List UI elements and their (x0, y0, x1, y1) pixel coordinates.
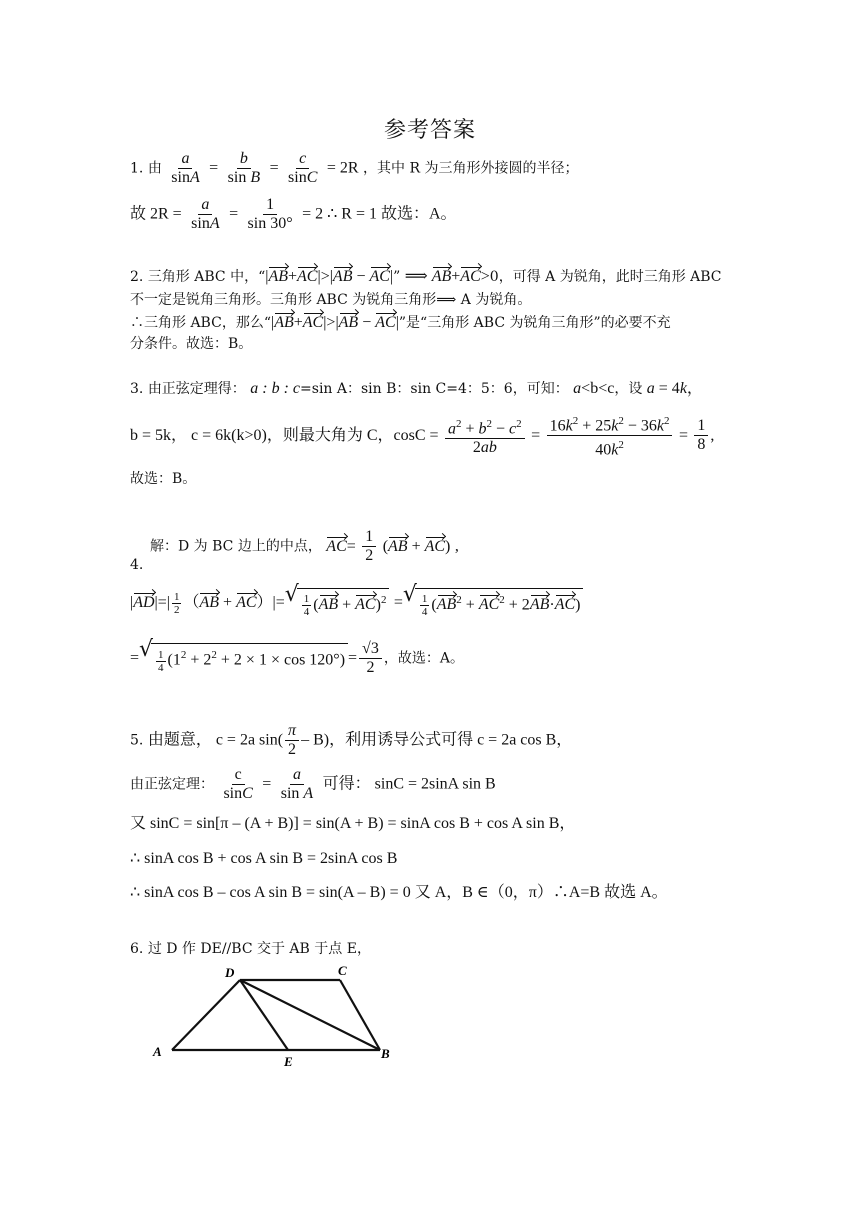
q1-number: 1. (130, 160, 144, 177)
q2-line2: 不一定是锐角三角形。三角形 ABC 为锐角三角形⟹ A 为锐角。 (130, 292, 532, 308)
q6-line1: 6. 过 D 作 DE//BC 交于 AB 于点 E， (130, 941, 371, 957)
q5-line1: 5. 由题意， c = 2a sin( $\frac{\pi}{2}$ – B)，利用诱导公式可得 c = 2a cos B， (130, 722, 573, 758)
q3-line1: 3. 由正弦定理得： a : b : c=sin A：sin B：sin C=4：5：6，可知： a<b<c，设 a = 4k， (130, 380, 703, 397)
trapezoid-figure (145, 960, 405, 1072)
q3-line2: b = 5k， c = 6k(k>0)，则最大角为 C，cosC = $\frac{a^2 + b^2 - c^2}{2ab}$ = $\frac{16k^2 + 25k^2 - 36k^2}{40k^2}$ = $\frac{1}{8}$ , (130, 412, 714, 460)
q3-line3: 故选：B。 (130, 471, 197, 487)
q5-line4: ∴ sinA cos B + cos A sin B = 2sinA cos B (130, 850, 398, 867)
q4-number: 4. (130, 557, 144, 573)
page-title: 参考答案 (384, 118, 477, 143)
label-e: E (284, 1054, 293, 1069)
label-d: D (225, 965, 235, 980)
segment-de (240, 980, 288, 1050)
q1-frac-a: $\frac{a}{\sin A}$ (171, 150, 200, 186)
q4-line1: 解：D 为 BC 边上的中点， AC= $\frac{1}{2}$ (AB + AC) , (150, 528, 459, 564)
label-c: C (338, 963, 347, 978)
q1-frac-c: $\frac{c}{\sin C}$ (288, 150, 318, 186)
q1-frac-b: $\frac{b}{\text{sin B}}$ (227, 150, 261, 186)
q4-line2: |AD|=| $\frac{1}{2}$ （AB + AC）|= √ $\frac{1}{4}$ (AB + AC)$^2$ = √ $\frac{1}{4}$ $(AB^2 + AC^2 + 2AB\cdot AC)$ (130, 588, 583, 618)
q5-line5: ∴ sinA cos B – cos A sin B = sin(A – B) = 0 又 A，B ∈（0，π）∴A=B 故选 A。 (130, 884, 668, 901)
q5-line2: 由正弦定理： $\frac{c}{\sin C}$ = $\frac{a}{\text{sin A}}$ 可得： sinC = 2sinA sin B (130, 766, 496, 802)
q5-line3: 又 sinC = sin[π – (A + B)] = sin(A + B) = sinA cos B + cos A sin B， (130, 815, 576, 832)
q1-line1: 1. 由 $\frac{a}{\sin A}$ = $\frac{b}{\text{sin B}}$ = $\frac{c}{\sin C}$ = 2R ，其中 R 为三角形外接圆的半径； (130, 150, 579, 186)
q1-line2: 故 2R = $\frac{a}{\sin A}$ = $\frac{1}{\sin 30^\circ}$ = 2 ∴ R = 1 故选：A。 (130, 196, 457, 232)
q2-line4: 分条件。故选：B。 (130, 336, 253, 352)
q2-line1: 2. 三角形 ABC 中，“|AB+AC|>|AB − AC|” ⟹ AB+AC>0，可得 A 为锐角，此时三角形 ABC (130, 268, 722, 285)
label-b: B (381, 1046, 390, 1061)
q2-line3: ∴三角形 ABC，那么“|AB+AC|>|AB − AC|”是“三角形 ABC 为锐角三角形”的必要不充 (130, 314, 671, 331)
label-a: A (153, 1044, 162, 1059)
q4-line3: = √ $\frac{1}{4}$ $(1^2 + 2^2 + 2 \times 1 \times \cos 120^\circ)$ = $\frac{√3}{2}$ ，故选：A。 (130, 640, 464, 677)
segment-ad (172, 980, 240, 1050)
